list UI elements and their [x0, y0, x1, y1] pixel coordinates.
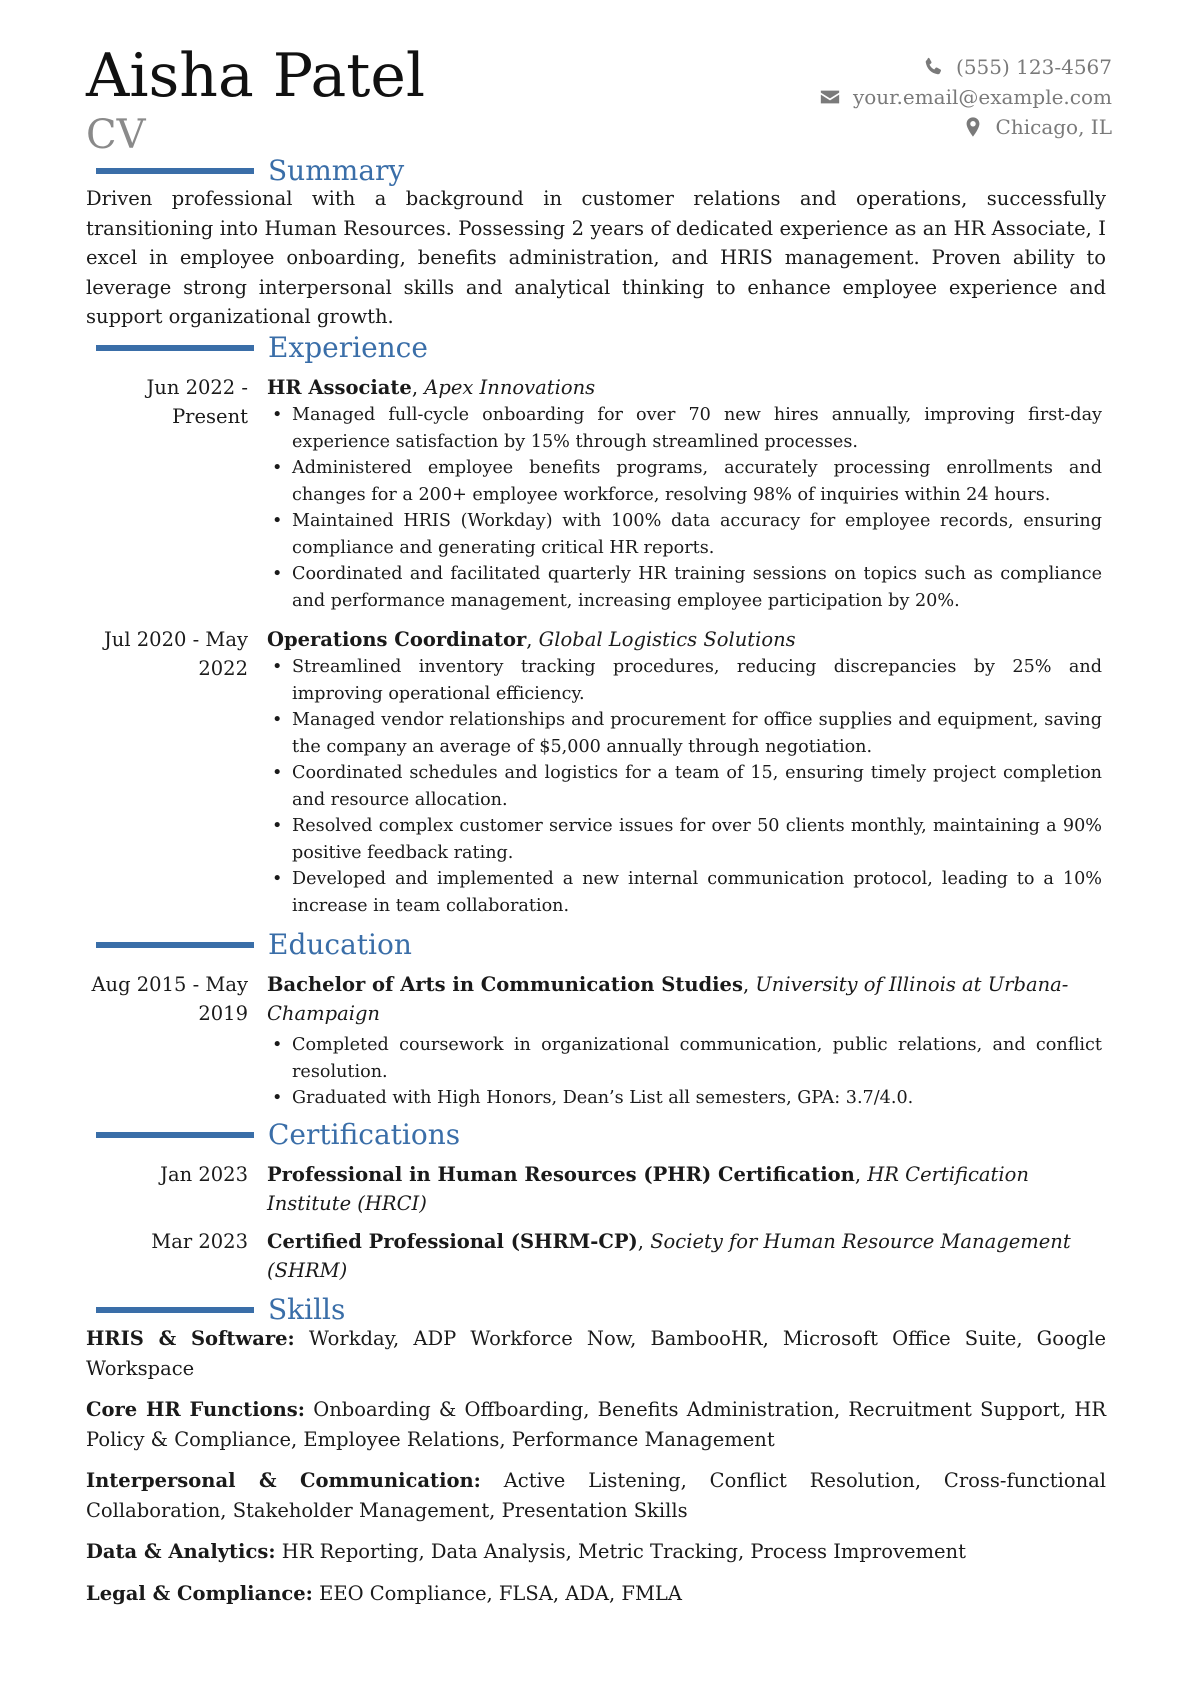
section-title-certifications: Certifications [268, 1118, 461, 1151]
skill-label: Legal & Compliance: [86, 1581, 313, 1605]
entry-date: Aug 2015 - May 2019 [91, 973, 248, 1025]
skill-row [86, 1395, 1106, 1454]
entry-date: Jan 2023 [160, 1163, 248, 1186]
bullet-item: • Coordinated schedules and logistics for a team of 15, ensuring timely project completion and resource allocation. [267, 760, 1102, 813]
skill-label: Data & Analytics: [86, 1540, 276, 1563]
entry-heading: Professional in Human Resources (PHR) Certification, HR Certification Institute (HRCI) [267, 1163, 1029, 1215]
contact-phone [819, 52, 1112, 82]
entry-body [267, 1227, 1102, 1285]
phone-icon [922, 56, 944, 78]
bullet-item: • Coordinated and facilitated quarterly HR training sessions on topics such as compliance and performance management, increasing employee participation by 20%. [267, 561, 1102, 614]
bullet-item: • Managed full-cycle onboarding for over 70 new hires annually, improving first-day experience satisfaction by 15% through streamlined processes. [267, 402, 1102, 455]
entry-heading: Certified Professional (SHRM-CP), Society for Human Resource Management (SHRM) [267, 1230, 1071, 1282]
entry-heading: Bachelor of Arts in Communication Studies, University of Illinois at Urbana-Champaign [267, 973, 1069, 1025]
bullet-item: • Administered employee benefits programs, accurately processing enrollments and changes for a 200+ employee workforce, resolving 98% of inquiries within 24 hours. [267, 455, 1102, 508]
entry-body [267, 625, 1102, 919]
entry-date: Jun 2022 - Present [146, 376, 248, 428]
contact-email [819, 82, 1112, 112]
bullet-item: • Completed coursework in organizational communication, public relations, and conflict resolution. [267, 1032, 1102, 1085]
bullet-item: • Developed and implemented a new internal communication protocol, leading to a 10% increase in team collaboration. [267, 866, 1102, 919]
summary-header [96, 154, 404, 188]
entry-body [267, 373, 1102, 614]
bullet-item: • Streamlined inventory tracking procedures, reducing discrepancies by 25% and improving operational efficiency. [267, 654, 1102, 707]
bullet-item: • Resolved complex customer service issues for over 50 clients monthly, maintaining a 90% positive feedback rating. [267, 813, 1102, 866]
skill-row [86, 1466, 1106, 1525]
section-title-summary: Summary [268, 154, 405, 187]
certification-issuer: HR Certification Institute (HRCI) [267, 1163, 1029, 1215]
section-rule [96, 168, 254, 174]
entry-body [267, 970, 1102, 1112]
bullet-item: • Graduated with High Honors, Dean’s List all semesters, GPA: 3.7/4.0. [267, 1085, 1102, 1112]
certification-issuer: Society for Human Resource Management (SHRM) [267, 1230, 1071, 1282]
skill-label: Core HR Functions: [86, 1398, 305, 1421]
section-title-education: Education [268, 928, 412, 961]
skill-row [86, 1324, 1106, 1383]
skill-label: Interpersonal & Communication: [86, 1469, 481, 1492]
skill-value: Onboarding & Offboarding, Benefits Administration, Recruitment Support, HR Policy & Compliance, Employee Relations, Performance Management [86, 1398, 1107, 1451]
entry-role: Operations Coordinator [267, 628, 527, 651]
location-text: Chicago, IL [995, 115, 1112, 139]
entry-bullets [267, 402, 1102, 614]
entry-body [267, 1160, 1102, 1218]
skill-value: EEO Compliance, FLSA, ADA, FMLA [319, 1581, 682, 1605]
section-rule [96, 345, 254, 351]
phone-number[interactable]: (555) 123-4567 [956, 55, 1112, 79]
entry-heading: HR Associate, Apex Innovations [267, 376, 596, 399]
section-title-skills: Skills [268, 1293, 346, 1326]
bullet-item: • Maintained HRIS (Workday) with 100% data accuracy for employee records, ensuring compliance and generating critical HR reports. [267, 508, 1102, 561]
entry-date: Jul 2020 - May 2022 [103, 628, 248, 680]
entry-organization: Apex Innovations [424, 376, 596, 399]
entry-school: University of Illinois at Urbana-Champaign [267, 973, 1069, 1025]
certification-name: Certified Professional (SHRM-CP) [267, 1230, 638, 1253]
skill-row [86, 1579, 1106, 1609]
entry-organization: Global Logistics Solutions [538, 628, 796, 651]
experience-header [96, 331, 428, 365]
education-header [96, 928, 412, 962]
entry-date: Mar 2023 [151, 1230, 248, 1253]
entry-role: HR Associate [267, 376, 412, 399]
section-rule [96, 942, 254, 948]
certification-name: Professional in Human Resources (PHR) Certification [267, 1163, 855, 1186]
certifications-header [96, 1118, 460, 1152]
contact-block [819, 52, 1112, 142]
document-subtitle: CV [86, 112, 146, 158]
section-title-experience: Experience [268, 331, 428, 364]
skill-value: HR Reporting, Data Analysis, Metric Tracking, Process Improvement [281, 1540, 966, 1563]
skill-value: Workday, ADP Workforce Now, BambooHR, Microsoft Office Suite, Google Workspace [86, 1327, 1106, 1380]
skills-header [96, 1293, 345, 1327]
entry-bullets [267, 1032, 1102, 1112]
section-rule [96, 1307, 254, 1313]
contact-location [819, 112, 1112, 142]
skill-value: Active Listening, Conflict Resolution, Cross-functional Collaboration, Stakeholder Management, Presentation Skills [86, 1469, 1106, 1522]
entry-bullets [267, 654, 1102, 919]
summary-text: Driven professional with a background in customer relations and operations, successfully transitioning into Human Resources. Possessing 2 years of dedicated experience as an HR Associate, I excel in employee onboarding, benefits administration, and HRIS management. Proven ability to leverage strong interpersonal skills and analytical thinking to enhance employee experience and support organizational growth. [86, 187, 1106, 328]
bullet-item: • Managed vendor relationships and procurement for office supplies and equipment, saving the company an average of $5,000 annually through negotiation. [267, 707, 1102, 760]
envelope-icon [819, 86, 841, 108]
section-rule [96, 1132, 254, 1138]
entry-heading: Operations Coordinator, Global Logistics Solutions [267, 628, 796, 651]
candidate-name: Aisha Patel [86, 41, 426, 111]
map-pin-icon [962, 116, 984, 138]
skill-row [86, 1537, 1106, 1567]
email-address[interactable]: your.email@example.com [852, 85, 1112, 109]
entry-degree: Bachelor of Arts in Communication Studies [267, 973, 743, 996]
skills-list [86, 1324, 1106, 1620]
skill-label: HRIS & Software: [86, 1327, 295, 1350]
